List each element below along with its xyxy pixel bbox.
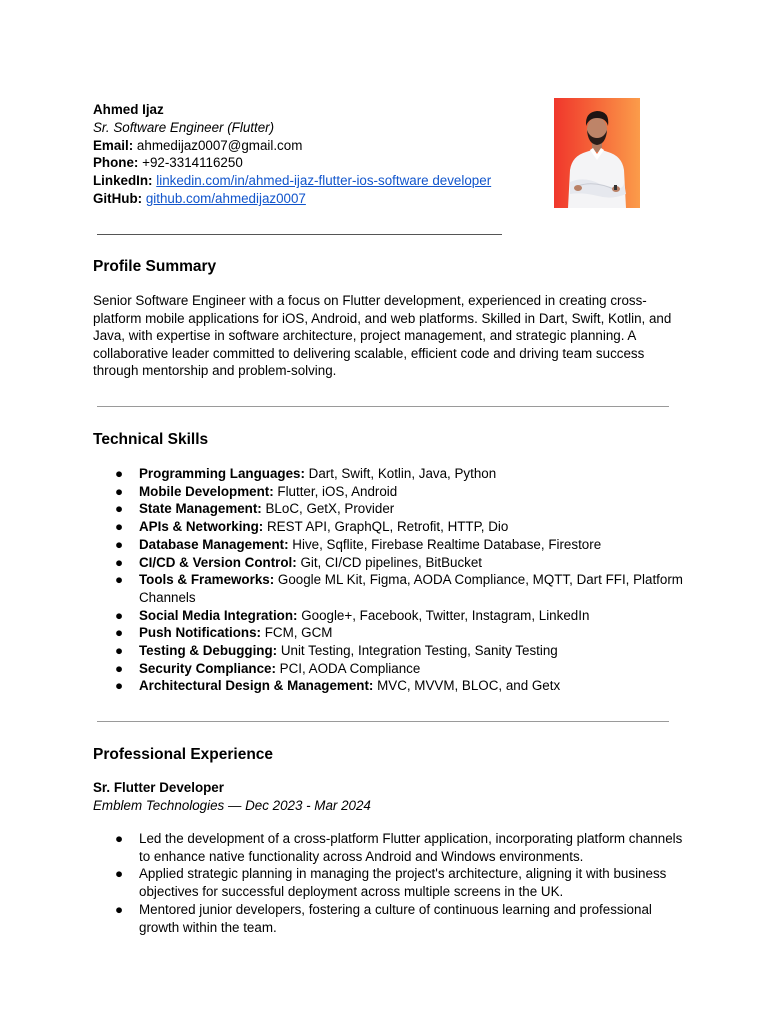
job-title: Sr. Flutter Developer [93, 780, 224, 795]
header-divider [97, 234, 502, 235]
skill-label: Programming Languages: [139, 466, 305, 481]
experience-bullet-text: Led the development of a cross-platform Flutter application, incorporating platform channels to enhance native functionality across Android and Windows environments. [139, 831, 683, 864]
skill-label: Mobile Development: [139, 483, 274, 499]
bullet-icon: ● [115, 643, 124, 659]
skill-item [93, 483, 683, 501]
email-label: Email: [93, 137, 134, 153]
email-line [93, 137, 491, 155]
profile-summary-text: Senior Software Engineer with a focus on Flutter development, experienced in creating cross-platform mobile applications for iOS, Android, and web platforms. Skilled in Dart, Swift, Kotlin, and Java, with expertise in software architecture, project management, and strategic planning. A collaborative leader committed to delivering scalable, efficient code and driving team success through mentorship and problem-solving. [93, 293, 672, 379]
profile-divider [97, 406, 669, 407]
skill-label: Security Compliance: [139, 660, 276, 676]
bullet-icon: ● [115, 607, 124, 623]
bullet-icon: ● [115, 536, 124, 552]
professional-experience-heading: Professional Experience [93, 746, 274, 763]
bullet-icon: ● [115, 554, 124, 570]
skill-label: Architectural Design & Management: [139, 678, 374, 694]
skill-value: BLoC, GetX, Provider [261, 501, 395, 517]
linkedin-link[interactable]: linkedin.com/in/ahmed-ijaz-flutter-ios-software developer [156, 173, 492, 189]
skill-item [93, 536, 683, 554]
skill-value: FCM, GCM [261, 625, 333, 641]
bullet-icon: ● [115, 901, 124, 917]
phone-value: +92-3314116250 [142, 155, 243, 171]
skill-label: State Management: [139, 501, 262, 517]
skill-item [93, 677, 683, 695]
experience-bullet-text: Mentored junior developers, fostering a culture of continuous learning and professional growth within the team. [139, 901, 652, 935]
skill-value: REST API, GraphQL, Retrofit, HTTP, Dio [263, 519, 509, 535]
contact-header [93, 101, 491, 208]
bullet-icon: ● [115, 572, 124, 588]
bullet-icon: ● [115, 466, 124, 481]
linkedin-label: LinkedIn: [93, 173, 153, 189]
skill-label: Testing & Debugging: [139, 643, 278, 659]
skill-value: MVC, MVVM, BLOC, and Getx [373, 678, 561, 694]
skill-item [93, 660, 683, 678]
skill-label: Tools & Frameworks: [139, 572, 275, 588]
github-label: GitHub: [93, 190, 143, 206]
bullet-icon: ● [115, 483, 124, 499]
bullet-icon: ● [115, 519, 124, 535]
skill-value: Unit Testing, Integration Testing, Sanity Testing [277, 643, 558, 659]
skill-item [93, 607, 683, 625]
bullet-icon: ● [115, 678, 124, 694]
skill-item [93, 554, 683, 572]
bullet-icon: ● [115, 660, 124, 676]
skill-item [93, 571, 683, 606]
skill-value: PCI, AODA Compliance [275, 660, 421, 676]
bullet-icon: ● [115, 501, 124, 517]
skill-value: Google ML Kit, Figma, AODA Compliance, MQTT, Dart FFI, Platform Channels [139, 572, 683, 605]
skill-value: Google+, Facebook, Twitter, Instagram, LinkedIn [297, 607, 590, 623]
skill-label: Social Media Integration: [139, 607, 298, 623]
skill-item [93, 465, 683, 483]
email-value: ahmedijaz0007@gmail.com [136, 137, 303, 153]
profile-photo [554, 98, 640, 208]
linkedin-line [93, 172, 491, 190]
skill-label: Push Notifications: [139, 625, 262, 641]
experience-bullets [93, 830, 683, 936]
skills-divider [97, 721, 669, 722]
candidate-name: Ahmed Ijaz [93, 102, 164, 117]
bullet-icon: ● [115, 625, 124, 641]
phone-line [93, 154, 491, 172]
github-link[interactable]: github.com/ahmedijaz0007 [145, 190, 306, 206]
experience-bullet-text: Applied strategic planning in managing the project's architecture, aligning it with business objectives for successful deployment across multiple screens in the UK. [139, 866, 667, 900]
experience-bullet [93, 901, 683, 936]
skill-value: Flutter, iOS, Android [273, 483, 398, 499]
person-illustration [554, 98, 640, 208]
skill-value: Hive, Sqflite, Firebase Realtime Database, Firestore [288, 536, 602, 552]
technical-skills-heading: Technical Skills [93, 431, 209, 448]
skill-label: CI/CD & Version Control: [139, 554, 297, 570]
skill-label: APIs & Networking: [139, 519, 264, 535]
skill-item [93, 642, 683, 660]
experience-bullet [93, 865, 683, 900]
github-line [93, 190, 491, 208]
profile-summary-heading: Profile Summary [93, 258, 217, 275]
phone-label: Phone: [93, 155, 139, 171]
skills-list [93, 465, 683, 695]
candidate-title: Sr. Software Engineer (Flutter) [93, 119, 275, 135]
skill-value: Dart, Swift, Kotlin, Java, Python [304, 466, 497, 481]
skill-item [93, 624, 683, 642]
job-meta: Emblem Technologies — Dec 2023 - Mar 2024 [93, 798, 371, 813]
skill-item [93, 518, 683, 536]
skill-value: Git, CI/CD pipelines, BitBucket [296, 554, 483, 570]
bullet-icon: ● [115, 866, 124, 882]
bullet-icon: ● [115, 831, 124, 846]
skill-label: Database Management: [139, 536, 289, 552]
experience-bullet [93, 830, 683, 865]
skill-item [93, 500, 683, 518]
